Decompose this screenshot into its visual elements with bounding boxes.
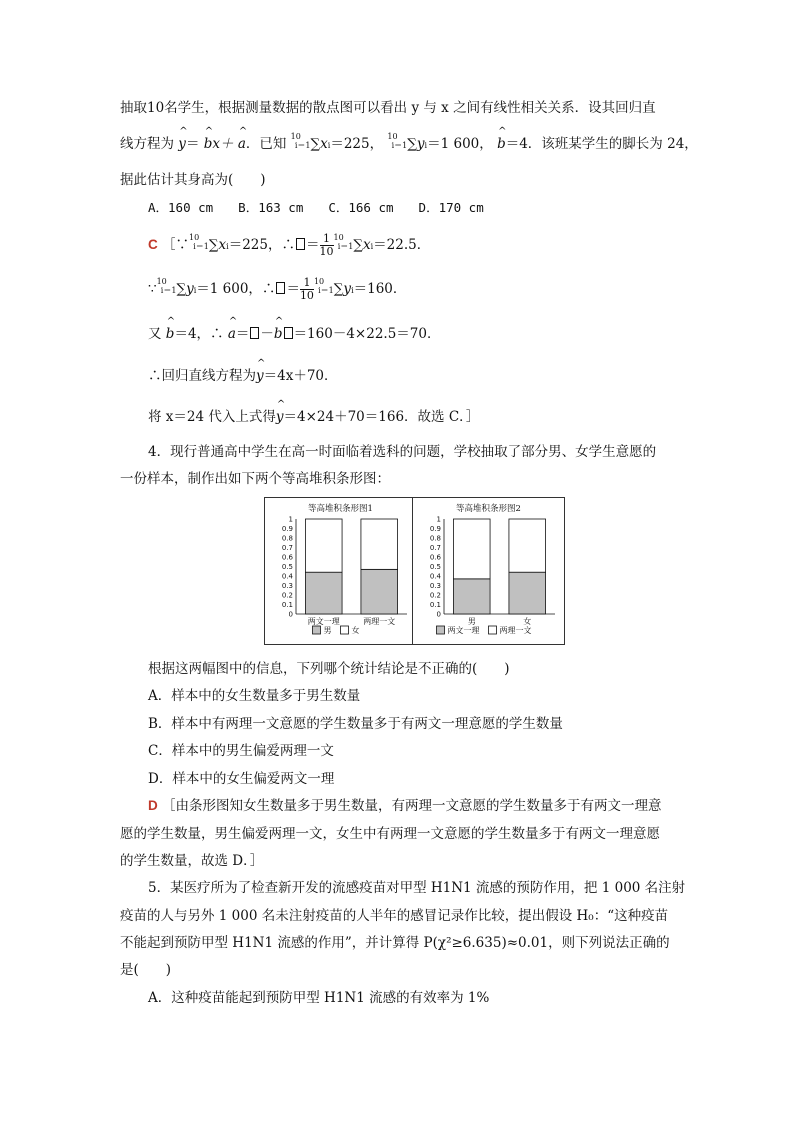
text: ［∵ <box>162 237 190 253</box>
text: ＝ <box>235 326 250 342</box>
text: ＝ <box>306 237 320 253</box>
text: ＝4，∴ <box>174 326 224 342</box>
legend-swatch <box>437 626 445 634</box>
text: ＝4×24＋70＝166．故选 C．］ <box>283 409 480 425</box>
sum-lower: i＝1 <box>193 242 209 251</box>
q4-stem-line-1: 4．现行普通高中学生在高一时面临着选科的问题，学校抽取了部分男、女学生意愿的 <box>148 444 657 460</box>
q5-stem-line-2: 疫苗的人与另外 1 000 名未注射疫苗的人半年的感冒记录作比较，提出假设 H₀：“这种疫苗 <box>120 908 669 924</box>
bar-segment <box>305 519 342 572</box>
chart-2-svg <box>413 498 564 644</box>
text: x <box>320 136 328 152</box>
text: ．已知 <box>245 136 287 152</box>
q4-option-a: A．样本中的女生数量多于男生数量 <box>148 688 361 704</box>
q5-stem-line-1: 5．某医疗所为了检查新开发的流感疫苗对甲型 H1N1 流感的预防作用，把 1 000 名注射 <box>148 880 686 896</box>
b-hat: ^ b <box>166 326 175 342</box>
y-tick-label: 0 <box>288 610 293 619</box>
x-tick-label: 两文一理 <box>307 617 340 626</box>
a-hat: ^ a <box>238 136 246 152</box>
q3-solution-line-5 <box>148 405 479 425</box>
y-bar-box <box>250 327 259 339</box>
fraction: $\frac{1}{10}$ <box>299 276 314 302</box>
y-tick-label: 0.1 <box>429 601 441 609</box>
bar-segment <box>509 519 546 572</box>
chart-title: 等高堆积条形图1 <box>308 504 373 514</box>
text: ＝4x＋70． <box>263 368 338 384</box>
legend-swatch <box>489 626 497 634</box>
q4-explanation-line-2: 愿的学生数量，男生偏爱两理一文，女生中有两理一文意愿的学生数量多于有两文一理意愿 <box>120 826 660 842</box>
text: ＝225，∴ <box>228 237 295 253</box>
sum-upper: 10 <box>313 277 325 286</box>
b-hat: ^ b <box>274 326 283 342</box>
subscript: i <box>424 141 428 150</box>
text: ＝22.5． <box>373 237 431 253</box>
sum-lower: i＝1 <box>318 286 334 295</box>
legend-label: 两文一理 <box>447 626 480 635</box>
y-tick-label: 0.7 <box>429 544 441 552</box>
y-tick-label: 0.5 <box>281 563 293 571</box>
q5-option-a: A．这种疫苗能起到预防甲型 H1N1 流感的有效率为 1% <box>148 990 490 1006</box>
y-hat: ^ y <box>178 136 186 152</box>
fraction: $\frac{1}{10}$ <box>319 232 334 258</box>
sum-lower: i＝1 <box>160 286 177 295</box>
q5-stem-line-3: 不能起到预防甲型 H1N1 流感的作用”，并计算得 P(χ²≥6.635)≈0.01，则下列说法正确的 <box>120 935 670 951</box>
q3-solution-line-3 <box>148 322 440 342</box>
sum-lower: i＝1 <box>391 141 408 150</box>
q4-question: 根据这两幅图中的信息，下列哪个统计结论是不正确的( ) <box>148 661 510 677</box>
text: ＝1 600，∴ <box>196 281 276 297</box>
x-bar-box <box>284 327 293 339</box>
text: y <box>186 281 194 297</box>
q4-explanation-line-3: 的学生数量，故选 D．］ <box>120 853 264 869</box>
y-tick-label: 0.1 <box>281 601 293 609</box>
sum-upper: 10 <box>387 132 398 141</box>
text: 线方程为 <box>120 136 174 152</box>
y-tick-label: 0.9 <box>281 525 293 533</box>
text: ＝1 600， <box>427 136 493 152</box>
y-tick-label: 0.4 <box>429 572 441 581</box>
y-tick-label: 0.8 <box>429 534 441 543</box>
y-tick-label: 0.3 <box>429 582 441 590</box>
sum-upper: 10 <box>156 277 167 286</box>
x-tick-label: 男 <box>467 617 476 626</box>
chart-2 <box>412 497 565 645</box>
y-tick-label: 0.7 <box>281 544 293 552</box>
subscript: i <box>193 286 197 295</box>
text: y <box>343 281 352 297</box>
q3-solution-line-2: ∵$^{10}$i＝1∑yi＝1 600，∴ ＝ $\frac{1}{10}$ $^{10}$i＝1∑yi＝160． <box>148 276 407 302</box>
y-hat: ^ y <box>276 409 284 425</box>
text: ＝160． <box>353 281 407 297</box>
b-hat: ^ b <box>497 136 506 152</box>
text: x＋ <box>212 136 234 152</box>
y-tick-label: 0.5 <box>429 563 441 571</box>
subscript: i <box>351 286 354 295</box>
sum-lower: i＝1 <box>294 141 311 150</box>
q3-solution-line-1: C ［∵$^{10}$i＝1∑xi＝225，∴ ＝ $\frac{1}{10}$ $^{10}$i＝1∑xi＝22.5． <box>148 232 431 258</box>
y-hat: ^ y <box>256 368 264 384</box>
text: ［由条形图知女生数量多于男生数量，有两理一文意愿的学生数量多于有两文一理意 <box>162 798 662 814</box>
q4-option-b: B．样本中有两理一文意愿的学生数量多于有两文一理意愿的学生数量 <box>148 716 563 732</box>
chart-1-svg <box>265 498 416 644</box>
y-tick-label: 0 <box>436 610 441 619</box>
q4-option-d: D．样本中的女生偏爱两文一理 <box>148 771 335 787</box>
y-tick-label: 0.3 <box>281 582 293 590</box>
text: 将 x＝24 代入上式得 <box>148 409 276 425</box>
q3-text-line-2: 线方程为 ^ y＝ ^ bx＋ ^ a．已知 $^{10}$i＝1∑xi＝225， $^{10}$i＝1∑yi＝1 600， ^ b＝4．该班某学生的脚长为 24， <box>120 132 698 152</box>
y-tick-label: 0.2 <box>281 591 293 600</box>
y-tick-label: 1 <box>288 515 293 524</box>
bar-segment <box>509 572 546 614</box>
b-hat: ^ b <box>204 136 213 152</box>
q4-stem-line-2: 一份样本，制作出如下两个等高堆积条形图： <box>120 471 390 487</box>
legend-swatch <box>313 626 321 634</box>
q3-options: A．160 cm B．163 cm C．166 cm D．170 cm <box>148 200 484 215</box>
text: ＝ <box>185 136 200 152</box>
y-tick-label: 0.2 <box>429 591 441 600</box>
bar-segment <box>453 579 490 614</box>
answer-letter: D <box>148 798 158 813</box>
x-tick-label: 女 <box>523 617 532 626</box>
y-tick-label: 0.4 <box>281 572 293 581</box>
legend-label: 两理一文 <box>499 626 532 635</box>
text: ∴回归直线方程为 <box>148 368 256 384</box>
subscript: i <box>370 242 374 251</box>
text: y <box>416 136 425 152</box>
sum-lower: i＝1 <box>337 242 354 251</box>
y-tick-label: 0.6 <box>281 553 293 562</box>
y-bar-box <box>276 282 285 294</box>
bar-segment <box>361 519 398 569</box>
chart-title: 等高堆积条形图2 <box>456 504 521 514</box>
text: ＝ <box>286 281 300 297</box>
text: 又 <box>148 326 162 342</box>
subscript: i <box>226 242 229 251</box>
bar-segment <box>305 572 342 614</box>
sum-upper: 10 <box>189 233 200 242</box>
q4-option-c: C．样本中的男生偏爱两理一文 <box>148 743 334 759</box>
y-tick-label: 0.9 <box>429 525 441 533</box>
x-bar-box <box>296 238 305 250</box>
subscript: i <box>327 141 331 150</box>
y-tick-label: 1 <box>436 515 441 524</box>
legend-label: 男 <box>323 626 332 635</box>
q5-stem-line-4: 是( ) <box>120 962 172 978</box>
sum-upper: 10 <box>333 233 344 242</box>
q3-solution-line-4 <box>148 364 338 384</box>
x-tick-label: 两理一文 <box>363 617 396 626</box>
a-hat: ^ a <box>228 326 236 342</box>
bar-segment <box>453 519 490 579</box>
q3-text-line-1: 抽取10名学生，根据测量数据的散点图可以看出 y 与 x 之间有线性相关关系．设其回归直 <box>120 100 656 116</box>
y-tick-label: 0.6 <box>429 553 441 562</box>
sum-upper: 10 <box>290 132 301 141</box>
text: ＝225， <box>330 136 384 152</box>
text: － <box>260 326 274 342</box>
text: ＝160－4×22.5＝70． <box>293 326 441 342</box>
legend-swatch <box>341 626 349 634</box>
text: ∵ <box>148 281 157 297</box>
q3-text-line-3: 据此估计其身高为( ) <box>120 172 266 188</box>
y-tick-label: 0.8 <box>281 534 293 543</box>
text: ＝4．该班某学生的脚长为 24， <box>505 136 698 152</box>
text: x <box>362 237 371 253</box>
legend-label: 女 <box>351 626 360 635</box>
answer-letter: C <box>148 237 158 252</box>
chart-1 <box>264 497 417 645</box>
text: x <box>218 237 227 253</box>
q4-explanation-line-1 <box>148 794 662 814</box>
bar-segment <box>361 569 398 614</box>
